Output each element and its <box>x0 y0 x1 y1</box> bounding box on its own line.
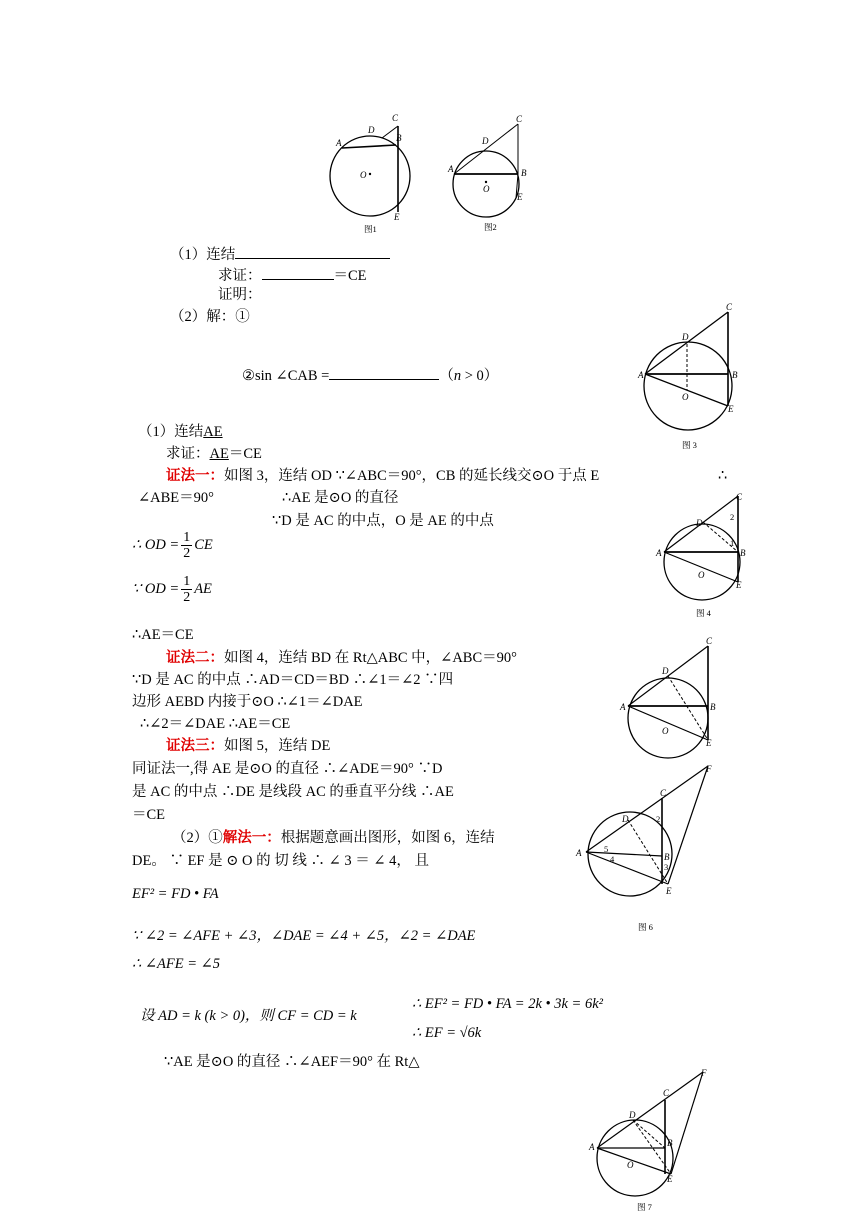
figure-5 <box>612 636 722 756</box>
label-d: D <box>622 814 629 824</box>
solution-1-set: 设 AD = k (k > 0)，则 CF = CD = k <box>140 1008 357 1024</box>
label-b: B <box>667 1138 673 1148</box>
q1-connect: （1）连结 <box>170 243 390 265</box>
solution-1-ef2: ∴ EF² = FD • FA = 2k • 3k = 6k² <box>412 996 603 1012</box>
solution-1-line2: DE。 ∵ EF 是 ⊙ O 的 切 线 ∴ ∠ 3 ＝ ∠ 4， 且 <box>132 853 430 869</box>
chord-ab <box>342 145 396 148</box>
solution-1-ef: ∴ EF = √6k <box>412 1025 482 1041</box>
label-e: E <box>706 738 712 748</box>
figure-1 <box>320 108 420 238</box>
figure-3-caption: 图 3 <box>682 440 697 450</box>
label-angle-2: 2 <box>730 512 735 522</box>
label-o: O <box>360 170 367 180</box>
method-1-line1: 证法一：如图 3，连结 OD ∵∠ABC＝90°，CB 的延长线交⊙O 于点 E <box>166 468 600 484</box>
method-2-line3: 边形 AEBD 内接于⊙O ∴∠1＝∠DAE <box>132 694 363 710</box>
label-a: A <box>638 370 644 380</box>
figure-4 <box>650 490 760 620</box>
label-o: O <box>698 570 705 580</box>
method-1-od-eq: ∴ OD = $\frac{1}{2}$ CE <box>132 530 213 562</box>
solution-1-angle-concl: ∴ ∠AFE = ∠5 <box>132 956 221 972</box>
figure-4-caption: 图 4 <box>696 608 711 618</box>
circle-o <box>664 524 740 600</box>
label-d: D <box>682 332 689 342</box>
circle-o <box>644 342 732 430</box>
q2-label: （2）解：① <box>170 309 250 325</box>
method-2-line4: ∴∠2＝∠DAE ∴AE＝CE <box>140 716 291 732</box>
label-d: D <box>696 518 703 528</box>
label-b: B <box>396 133 402 143</box>
label-a: A <box>589 1142 595 1152</box>
label-f: F <box>701 1068 707 1078</box>
figure-1-caption: 图1 <box>364 224 377 234</box>
solution-1-line1: （2）①解法一：根据题意画出图形，如图 6，连结 <box>172 830 495 846</box>
label-d: D <box>629 1110 636 1120</box>
label-d: D <box>482 136 489 146</box>
label-b: B <box>521 168 527 178</box>
figure-2-caption: 图2 <box>484 222 497 232</box>
solution-1-ef-sq: EF² = FD • FA <box>132 886 219 902</box>
label-angle-2: 2 <box>656 814 661 824</box>
label-o: O <box>483 184 490 194</box>
label-c: C <box>392 113 399 123</box>
figure-6 <box>572 760 722 938</box>
label-o: O <box>682 392 689 402</box>
solution-1-last: ∵AE 是⊙O 的直径 ∴∠AEF＝90° 在 Rt△ <box>164 1054 420 1070</box>
method-1-line2: ∠ABE＝90° <box>138 490 214 506</box>
solution-1-angle-rel: ∵ ∠2 = ∠AFE + ∠3，∠DAE = ∠4 + ∠5，∠2 = ∠DAE <box>132 928 476 944</box>
label-a: A <box>576 848 582 858</box>
method-1-line2b: ∴AE 是⊙O 的直径 <box>282 490 399 506</box>
a1-connect: （1）连结AE <box>138 424 223 440</box>
label-angle-5: 5 <box>604 844 609 854</box>
label-c: C <box>726 302 733 312</box>
method-3-line1: 证法三：如图 5，连结 DE <box>166 738 331 754</box>
label-d: D <box>662 666 669 676</box>
method-3-line4: ＝CE <box>132 807 166 823</box>
label-b: B <box>664 852 670 862</box>
label-e: E <box>394 212 400 222</box>
label-a: A <box>336 138 342 148</box>
label-angle-3: 3 <box>664 862 669 872</box>
label-e: E <box>667 1174 673 1184</box>
method-3-line3: 是 AC 的中点 ∴DE 是线段 AC 的垂直平分线 ∴AE <box>132 784 454 800</box>
a1-prove: 求证：AE＝CE <box>166 446 262 462</box>
q1-proof-label: 证明： <box>218 287 262 303</box>
figure-3 <box>630 300 750 455</box>
label-e: E <box>517 192 523 202</box>
label-a: A <box>448 164 454 174</box>
label-c: C <box>663 1088 670 1098</box>
method-3-line2: 同证法一,得 AE 是⊙O 的直径 ∴∠ADE＝90° ∵D <box>132 761 443 777</box>
label-c: C <box>660 788 667 798</box>
q1-prove: 求证： ＝CE <box>218 264 367 286</box>
label-a: A <box>656 548 662 558</box>
label-e: E <box>666 886 672 896</box>
label-o: O <box>627 1160 634 1170</box>
label-o: O <box>662 726 669 736</box>
label-b: B <box>740 548 746 558</box>
label-c: C <box>516 114 523 124</box>
figure-2 <box>446 114 546 238</box>
label-a: A <box>620 702 626 712</box>
method-1-od2-eq: ∵ OD = $\frac{1}{2}$ AE <box>132 574 212 606</box>
label-b: B <box>732 370 738 380</box>
label-c: C <box>736 492 743 502</box>
label-e: E <box>736 580 742 590</box>
label-b: B <box>710 702 716 712</box>
circle-o <box>628 678 708 758</box>
method-2-line2: ∵D 是 AC 的中点 ∴AD＝CD＝BD ∴∠1＝∠2 ∵四 <box>132 672 454 688</box>
method-1-conclusion: ∴AE＝CE <box>132 627 194 643</box>
figure-7-caption: 图 7 <box>637 1202 652 1212</box>
label-d: D <box>368 125 375 135</box>
q2-sin: ②sin ∠CAB = （n > 0） <box>242 364 498 386</box>
label-f: F <box>706 764 712 774</box>
segment-ac <box>454 124 518 174</box>
figure-6-caption: 图 6 <box>638 922 653 932</box>
label-angle-4: 4 <box>610 854 615 864</box>
figure-7 <box>585 1064 715 1214</box>
method-1-line3: ∵D 是 AC 的中点，O 是 AE 的中点 <box>272 513 494 529</box>
label-e: E <box>728 404 734 414</box>
label-c: C <box>706 636 713 646</box>
label-angle-1: 1 <box>730 538 735 548</box>
method-1-therefore: ∴ <box>718 468 728 484</box>
method-2-line1: 证法二：如图 4，连结 BD 在 Rt△ABC 中，∠ABC＝90° <box>166 650 517 666</box>
